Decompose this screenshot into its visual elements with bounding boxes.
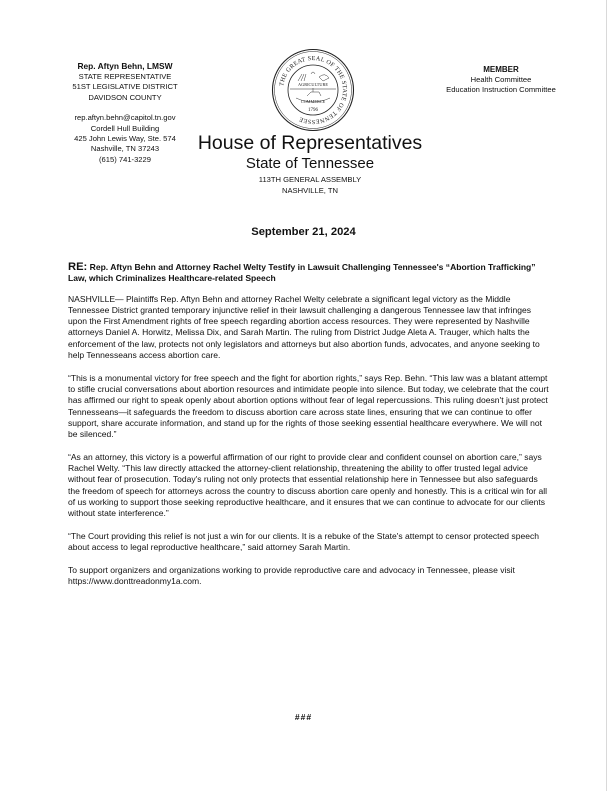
contact-spacer: [40, 103, 210, 113]
county: DAVIDSON COUNTY: [88, 92, 162, 102]
committee-item: Education Instruction Committee: [446, 85, 556, 95]
subject-line: [68, 262, 552, 285]
representative-name: Rep. Aftyn Behn, LMSW: [77, 61, 173, 71]
seal-commerce-label: COMMERCE: [300, 99, 326, 104]
subject-text: Rep. Aftyn Behn and Attorney Rachel Welty Testify in Lawsuit Challenging Tennessee's “Abortion Trafficking” Law, which Criminalizes Healthcare-related Speech: [68, 262, 536, 284]
assembly-info: [150, 175, 470, 196]
body-paragraph: NASHVILLE— Plaintiffs Rep. Aftyn Behn and attorney Rachel Welty celebrate a significant legal victory as the Middle Tennessee District granted temporary injunctive relief in their lawsuit challenging a dangerous Tennessee law that infringes upon the First Amendment rights of free speech regarding abortion access resources. They were represented by Nashville attorneys Daniel A. Horwitz, Melissa Dix, and Sarah Martin. The ruling from District Judge Aleta A. Trauger, which halts the enforcement of the law, protects not only legislators and attorneys but also abortion funds, advocates, and anyone seeking to help Tennesseans access abortion care.: [68, 293, 540, 361]
committee-item: Health Committee: [470, 75, 532, 84]
press-release-body: [68, 262, 552, 599]
subject-label: RE:: [68, 261, 88, 273]
svg-text:THE GREAT SEAL OF THE STATE OF: THE GREAT SEAL OF THE STATE OF TENNESSEE: [278, 54, 349, 126]
member-label: MEMBER: [483, 65, 519, 74]
phone-number: (615) 741-3229: [99, 154, 151, 164]
building-name: Cordell Hull Building: [90, 123, 160, 133]
body-paragraph: To support organizers and organizations working to provide reproductive care and advocacy in Tennessee, please visit https://www.donttreadonmy1a.com.: [68, 564, 515, 587]
end-marker: ###: [294, 712, 313, 722]
street-address: 425 John Lewis Way, Ste. 574: [74, 134, 176, 144]
committee-membership-block: [418, 64, 584, 95]
seal-year-label: 1796: [308, 108, 318, 113]
seal-agriculture-label: AGRICULTURE: [298, 82, 328, 87]
body-paragraph: “As an attorney, this victory is a powerful affirmation of our right to provide clear and confident counsel on abortion care,” says Rachel Welty. “This law directly attacked the attorney-client relationship, threatening the ability to offer trusted legal advice without fear of prosecution. Today's ruling not only protects that essential relationship here in Tennessee but also safeguards the freedom of speech for attorneys across the country to discuss abortion care openly and honestly. This is a critical win for all of us working to support those seeking reproductive healthcare, and it ensures that we can continue to advocate for our clients without state interference.”: [68, 451, 548, 519]
state-title: State of Tennessee: [245, 155, 375, 172]
assembly-city: NASHVILLE, TN: [282, 185, 338, 195]
house-of-representatives-title: House of Representatives: [197, 132, 423, 154]
general-assembly: 113TH GENERAL ASSEMBLY: [258, 175, 362, 184]
legislative-district: 51ST LEGISLATIVE DISTRICT: [72, 82, 178, 92]
release-date: September 21, 2024: [251, 226, 356, 238]
email-address: rep.aftyn.behn@capitol.tn.gov: [74, 113, 176, 123]
body-paragraph: “The Court providing this relief is not just a win for our clients. It is a rebuke of the State's attempt to censor protected speech about access to legal reproductive healthcare,” said attorney Sarah Martin.: [68, 530, 539, 553]
representative-title: STATE REPRESENTATIVE: [78, 72, 172, 81]
body-paragraph: “This is a monumental victory for free speech and the fight for abortion rights,” says Rep. Behn. “This law was a blatant attempt to stifle crucial conversations about abortion resources and intimidate people into silence. But today, we celebrate that the court has affirmed our right to speak openly about abortion options without fear of legal repercussions. This ruling doesn't just protect Tennesseans—it safeguards the freedom to discuss abortion care across state lines, ensuring that we can continue to offer support, share accurate information, and stand up for the rights of those seeking essential healthcare everywhere. We will not be silenced.”: [68, 372, 549, 440]
city-state-zip: Nashville, TN 37243: [90, 144, 160, 154]
tennessee-state-seal-icon: [271, 48, 355, 132]
